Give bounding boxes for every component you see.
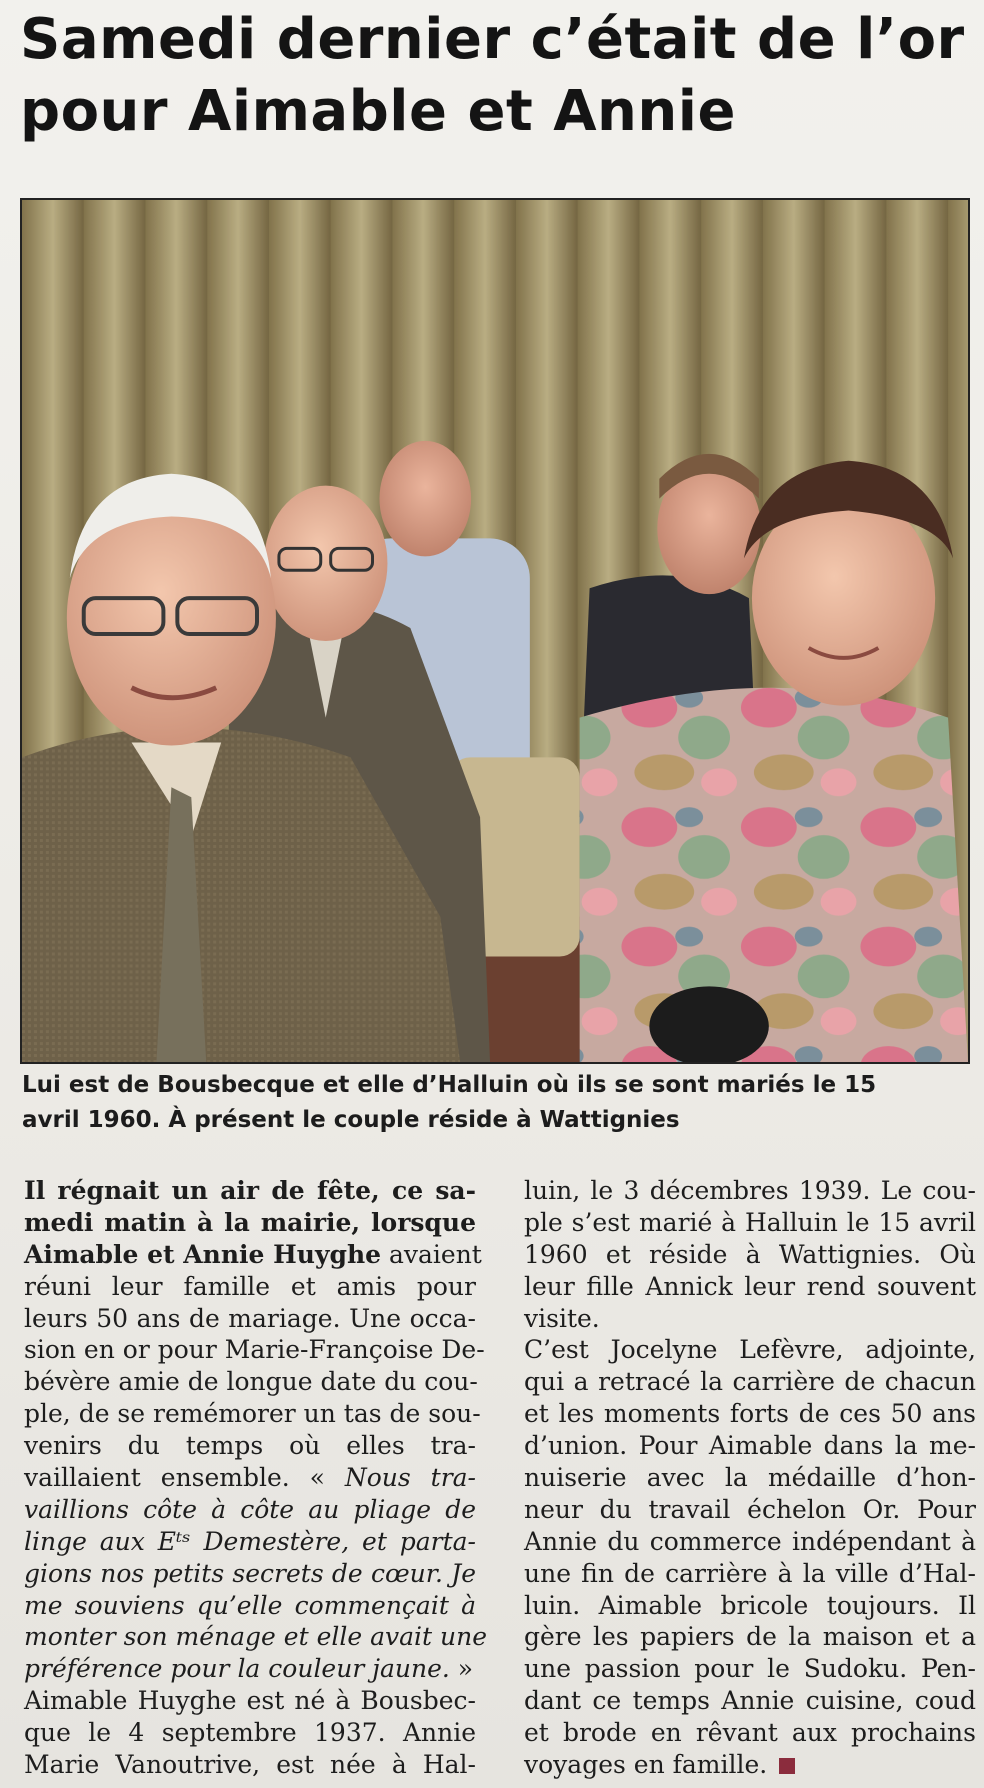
article-line — [524, 1366, 976, 1398]
article-line — [524, 1526, 976, 1558]
italic-quote: me souviens qu’elle commençait à — [24, 1590, 476, 1620]
article-line — [524, 1494, 976, 1526]
article-line — [524, 1590, 976, 1622]
body-text: » — [449, 1654, 474, 1684]
italic-quote: vaillions côte à côte au pliage de — [24, 1494, 476, 1524]
body-text: leurs 50 ans de mariage. Une occa- — [24, 1303, 476, 1333]
body-text: réuni leur famille et amis pour — [24, 1271, 476, 1301]
end-of-article-marker — [779, 1758, 795, 1774]
body-text: venirs du temps où elles tra- — [24, 1431, 476, 1461]
body-text: sion en or pour Marie-Françoise De- — [24, 1335, 485, 1365]
caption-line-2: avril 1960. À présent le couple réside à Wattignies — [22, 1107, 680, 1133]
article-line — [524, 1717, 976, 1749]
article-line — [24, 1494, 476, 1526]
article-line — [24, 1621, 488, 1653]
body-text: et les moments forts de ces 50 ans — [524, 1399, 976, 1429]
article-line — [24, 1334, 485, 1366]
article-line — [24, 1207, 476, 1239]
article-line — [524, 1749, 976, 1781]
italic-quote: préférence pour la couleur jaune. — [24, 1654, 450, 1684]
body-text: luin. Aimable bricole toujours. Il — [524, 1590, 976, 1620]
caption-line-1: Lui est de Bousbecque et elle d’Halluin où ils se sont mariés le 15 — [22, 1072, 877, 1098]
article-line — [524, 1334, 976, 1366]
article-line — [24, 1303, 476, 1335]
body-text: qui a retracé la carrière de chacun — [524, 1367, 976, 1397]
body-text: dant ce temps Annie cuisine, coud — [524, 1686, 976, 1716]
article-line — [24, 1239, 482, 1271]
article-line — [24, 1430, 476, 1462]
article-line — [524, 1558, 976, 1590]
body-text: et brode en rêvant aux prochains — [524, 1718, 976, 1748]
body-text: vaillaient ensemble. « — [24, 1463, 345, 1493]
article-column-left — [24, 1175, 488, 1781]
article-line — [524, 1685, 976, 1717]
body-text: nuiserie avec la médaille d’hon- — [524, 1463, 976, 1493]
article-line — [24, 1717, 476, 1749]
italic-quote: monter son ménage et elle avait une — [24, 1622, 488, 1652]
body-text: une passion pour le Sudoku. Pen- — [524, 1654, 976, 1684]
article-line — [524, 1462, 976, 1494]
bold-text: Il régnait un air de fête, ce sa- — [24, 1176, 476, 1205]
body-text: une fin de carrière à la ville d’Hal- — [524, 1558, 976, 1588]
article-line — [24, 1526, 476, 1558]
body-text: C’est Jocelyne Lefèvre, adjointe, — [524, 1335, 976, 1365]
article-line — [24, 1398, 481, 1430]
article-line — [524, 1239, 976, 1271]
body-text: avaient — [381, 1239, 482, 1269]
article-line — [24, 1462, 476, 1494]
headline-line-2: pour Aimable et Annie — [20, 79, 736, 144]
body-text: que le 4 septembre 1937. Annie — [24, 1718, 476, 1748]
body-text: gère les papiers de la maison et a — [524, 1622, 976, 1652]
body-text: voyages en famille. — [524, 1750, 768, 1780]
article-line — [24, 1558, 476, 1590]
article-line — [24, 1366, 476, 1398]
headline — [20, 4, 970, 148]
body-text: d’union. Pour Aimable dans la me- — [524, 1431, 976, 1461]
headline-line-1: Samedi dernier c’était de l’or — [20, 7, 965, 72]
body-text: neur du travail échelon Or. Pour — [524, 1494, 976, 1524]
article-line — [524, 1271, 976, 1303]
photo-caption — [22, 1068, 972, 1138]
article-line — [524, 1303, 976, 1335]
article-line — [24, 1749, 476, 1781]
article-line — [24, 1590, 476, 1622]
couple-photo-illustration — [22, 200, 968, 1062]
italic-quote: gions nos petits secrets de cœur. Je — [24, 1558, 476, 1588]
body-text: leur fille Annick leur rend souvent — [524, 1271, 976, 1301]
italic-quote: Nous tra- — [344, 1463, 476, 1493]
body-text: ple s’est marié à Halluin le 15 avril — [524, 1207, 976, 1237]
body-text: luin, le 3 décembres 1939. Le cou- — [524, 1176, 976, 1205]
article-line — [524, 1621, 976, 1653]
article-column-right — [524, 1175, 976, 1781]
body-text: visite. — [524, 1303, 600, 1333]
article-line — [24, 1653, 476, 1685]
article-line — [24, 1271, 476, 1303]
bold-text: medi matin à la mairie, lorsque — [24, 1207, 476, 1237]
body-text: Aimable Huyghe est né à Bousbec- — [24, 1686, 476, 1716]
body-text: ple, de se remémorer un tas de sou- — [24, 1399, 481, 1429]
article-line — [24, 1175, 476, 1207]
article-line — [524, 1207, 976, 1239]
bold-text: Aimable et Annie Huyghe — [24, 1239, 382, 1269]
article-line — [524, 1653, 976, 1685]
body-text: Annie du commerce indépendant à — [524, 1526, 976, 1556]
article-line — [524, 1398, 976, 1430]
italic-quote: linge aux Eᵗˢ Demestère, et parta- — [24, 1526, 476, 1556]
article-line — [24, 1685, 476, 1717]
body-text: bévère amie de longue date du cou- — [24, 1367, 478, 1397]
article-line — [524, 1175, 976, 1207]
article-photo — [20, 198, 970, 1064]
article-line — [524, 1430, 976, 1462]
body-text: Marie Vanoutrive, est née à Hal- — [24, 1750, 476, 1780]
body-text: 1960 et réside à Wattignies. Où — [524, 1239, 976, 1269]
